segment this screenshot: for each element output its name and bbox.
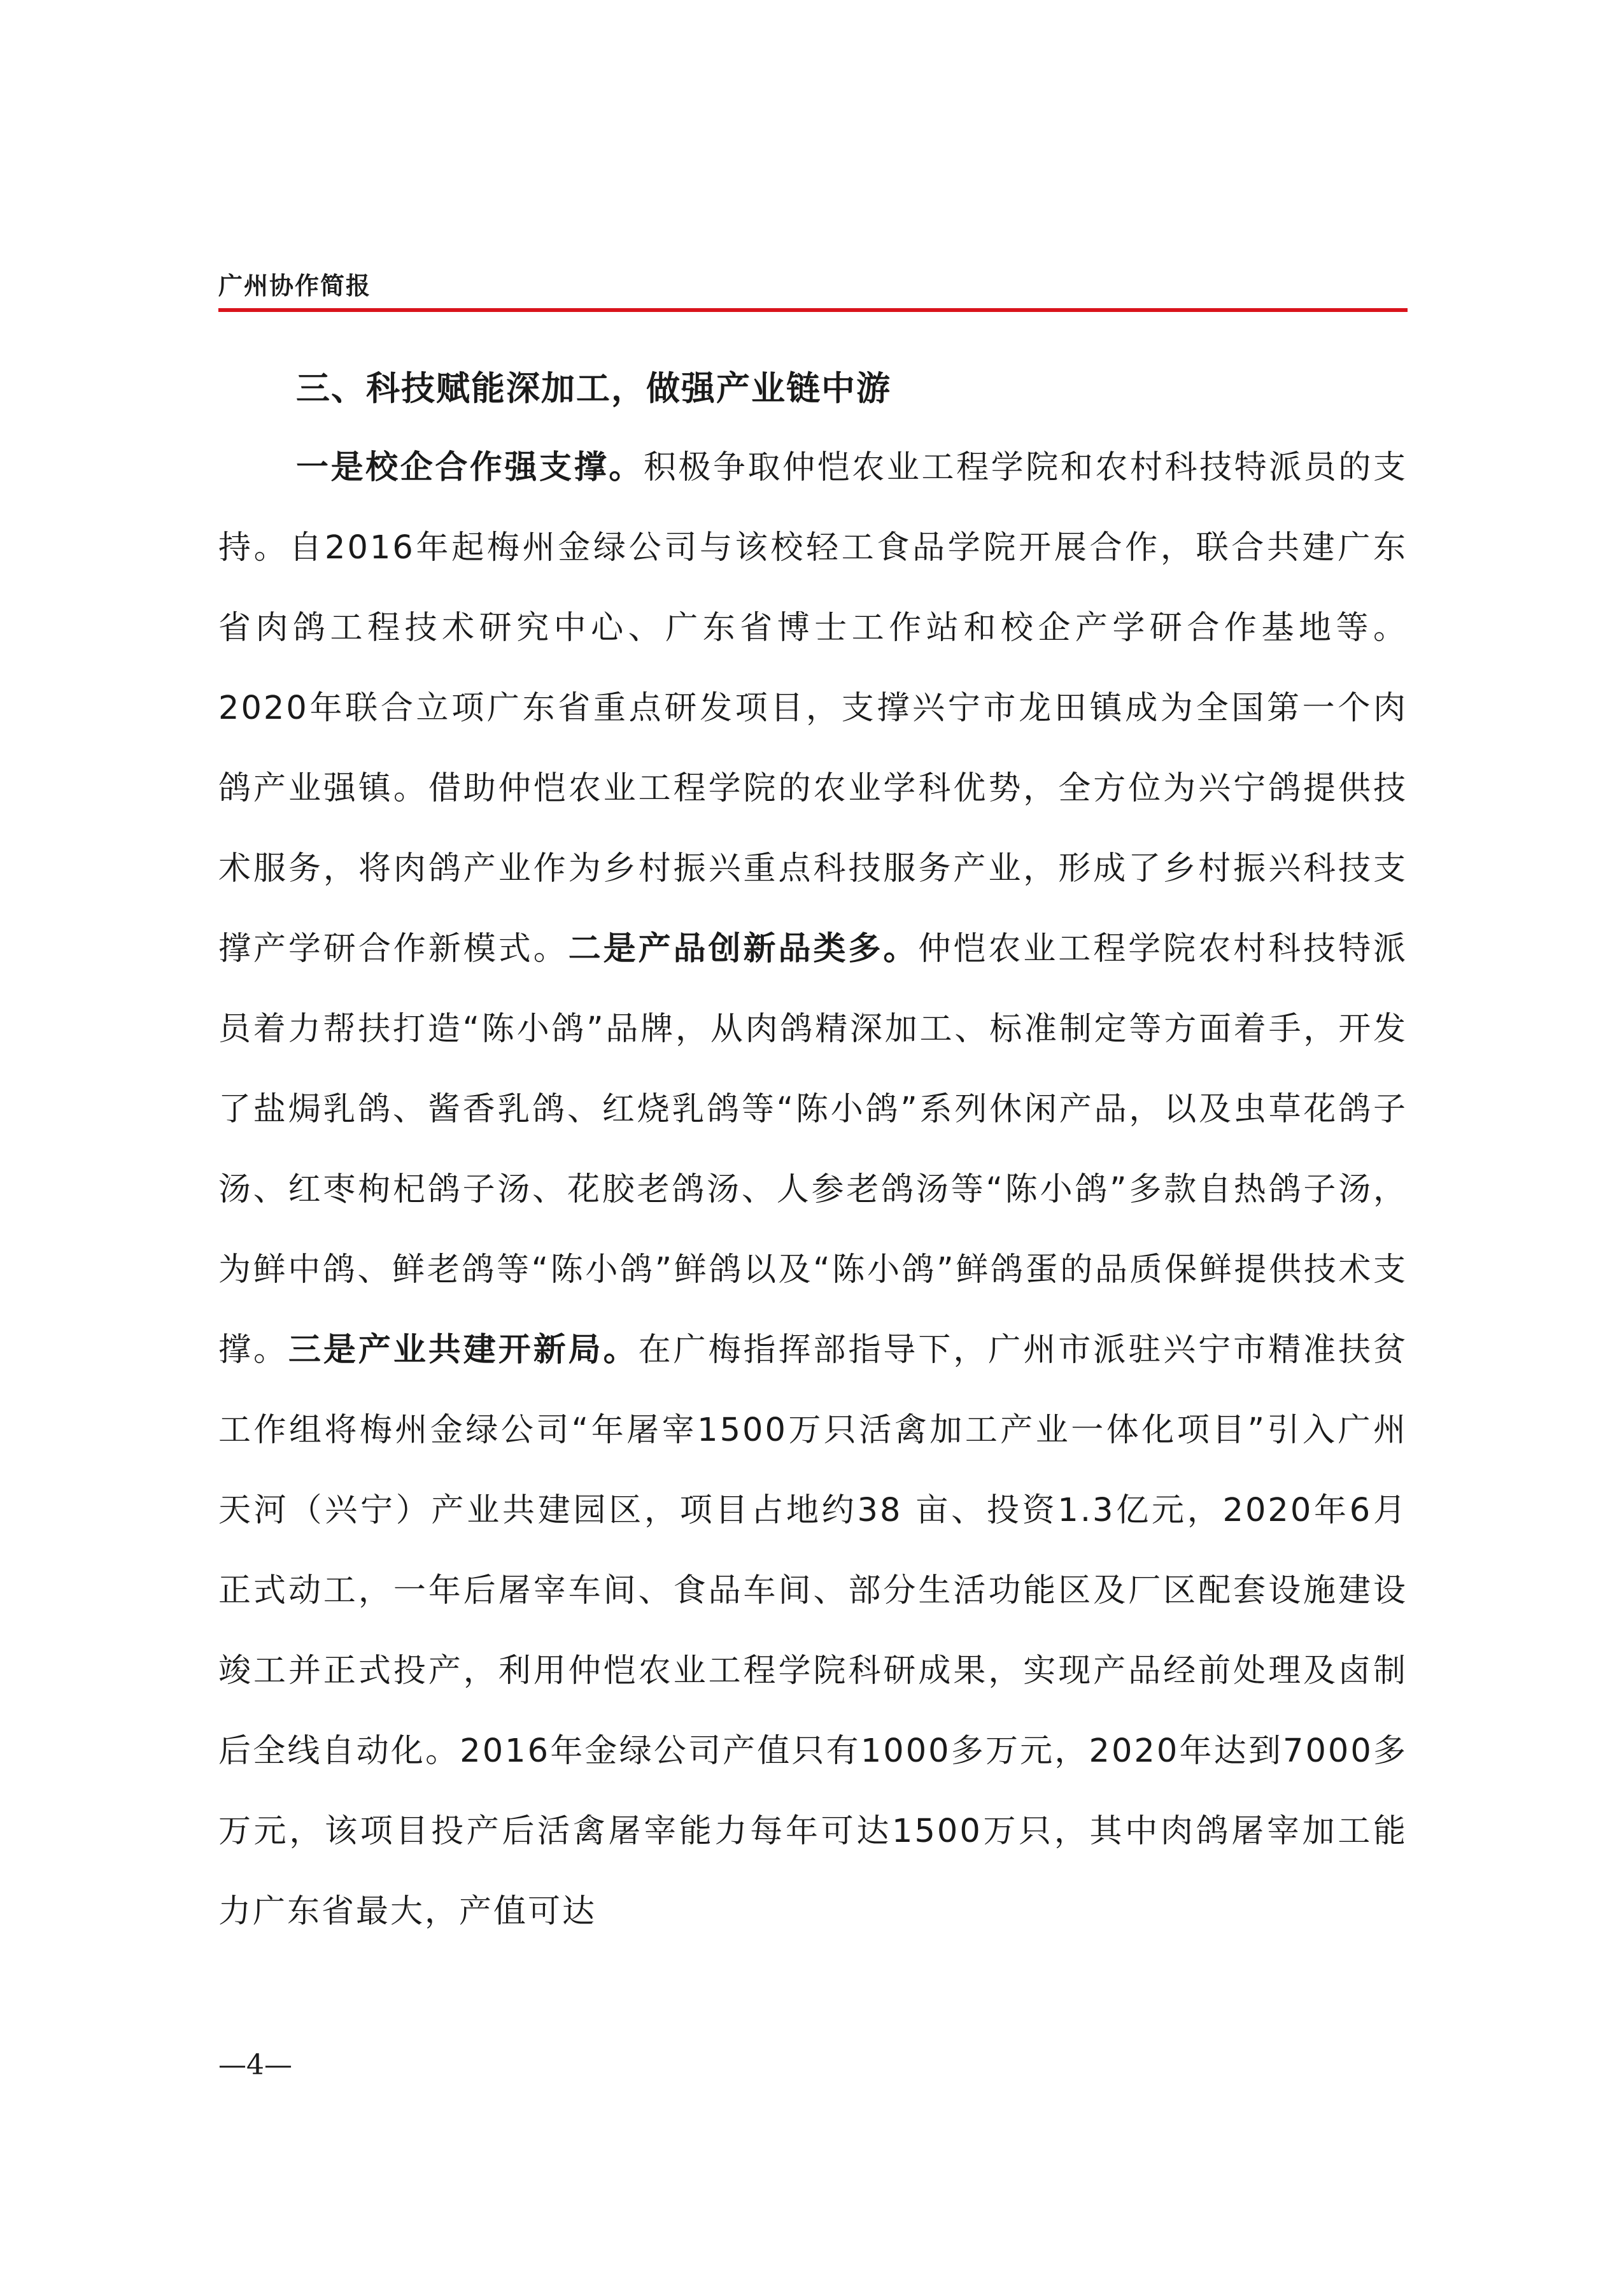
publication-title: 广州协作简报 <box>218 271 372 300</box>
lead-phrase-1: 一是校企合作强支撑。 <box>296 449 644 486</box>
paragraph-text-2: 仲恺农业工程学院农村科技特派员着力帮扶打造“陈小鸽”品牌，从肉鸽精深加工、标准制定等方面着手，开发了盐焗乳鸽、酱香乳鸽、红烧乳鸽等“陈小鸽”系列休闲产品，以及虫草花鸽子汤、红枣枸杞鸽子汤、花胶老鸽汤、人参老鸽汤等“陈小鸽”多款自热鸽子汤，为鲜中鸽、鲜老鸽等“陈小鸽”鲜鸽以及“陈小鸽”鲜鸽蛋的品质保鲜提供技术支撑。 <box>218 930 1408 1369</box>
page-number: —4— <box>218 2049 292 2081</box>
header-divider <box>218 308 1408 312</box>
lead-phrase-2: 二是产品创新品类多。 <box>568 930 919 968</box>
lead-phrase-3: 三是产业共建开新局。 <box>288 1331 639 1369</box>
paragraph-text-3: 在广梅指挥部指导下，广州市派驻兴宁市精准扶贫工作组将梅州金绿公司“年屠宰1500万只活禽加工产业一体化项目”引入广州天河（兴宁）产业共建园区，项目占地约38 亩、投资1.3亿元，2020年6月正式动工，一年后屠宰车间、食品车间、部分生活功能区及厂区配套设施建设竣工并正式投产，利用仲恺农业工程学院科研成果，实现产品经前处理及卤制后全线自动化。2016年金绿公司产值只有1000多万元，2020年达到7000多万元，该项目投产后活禽屠宰能力每年可达1500万只，其中肉鸽屠宰加工能力广东省最大，产值可达 <box>218 1331 1408 1930</box>
paragraph-text-1: 积极争取仲恺农业工程学院和农村科技特派员的支持。自2016年起梅州金绿公司与该校轻工食品学院开展合作，联合共建广东省肉鸽工程技术研究中心、广东省博士工作站和校企产学研合作基地等。2020年联合立项广东省重点研发项目，支撑兴宁市龙田镇成为全国第一个肉鸽产业强镇。借助仲恺农业工程学院的农业学科优势，全方位为兴宁鸽提供技术服务，将肉鸽产业作为乡村振兴重点科技服务产业，形成了乡村振兴科技支撑产学研合作新模式。 <box>218 449 1408 968</box>
section-heading: 三、科技赋能深加工，做强产业链中游 <box>296 369 891 408</box>
body-paragraph <box>218 428 1408 1952</box>
